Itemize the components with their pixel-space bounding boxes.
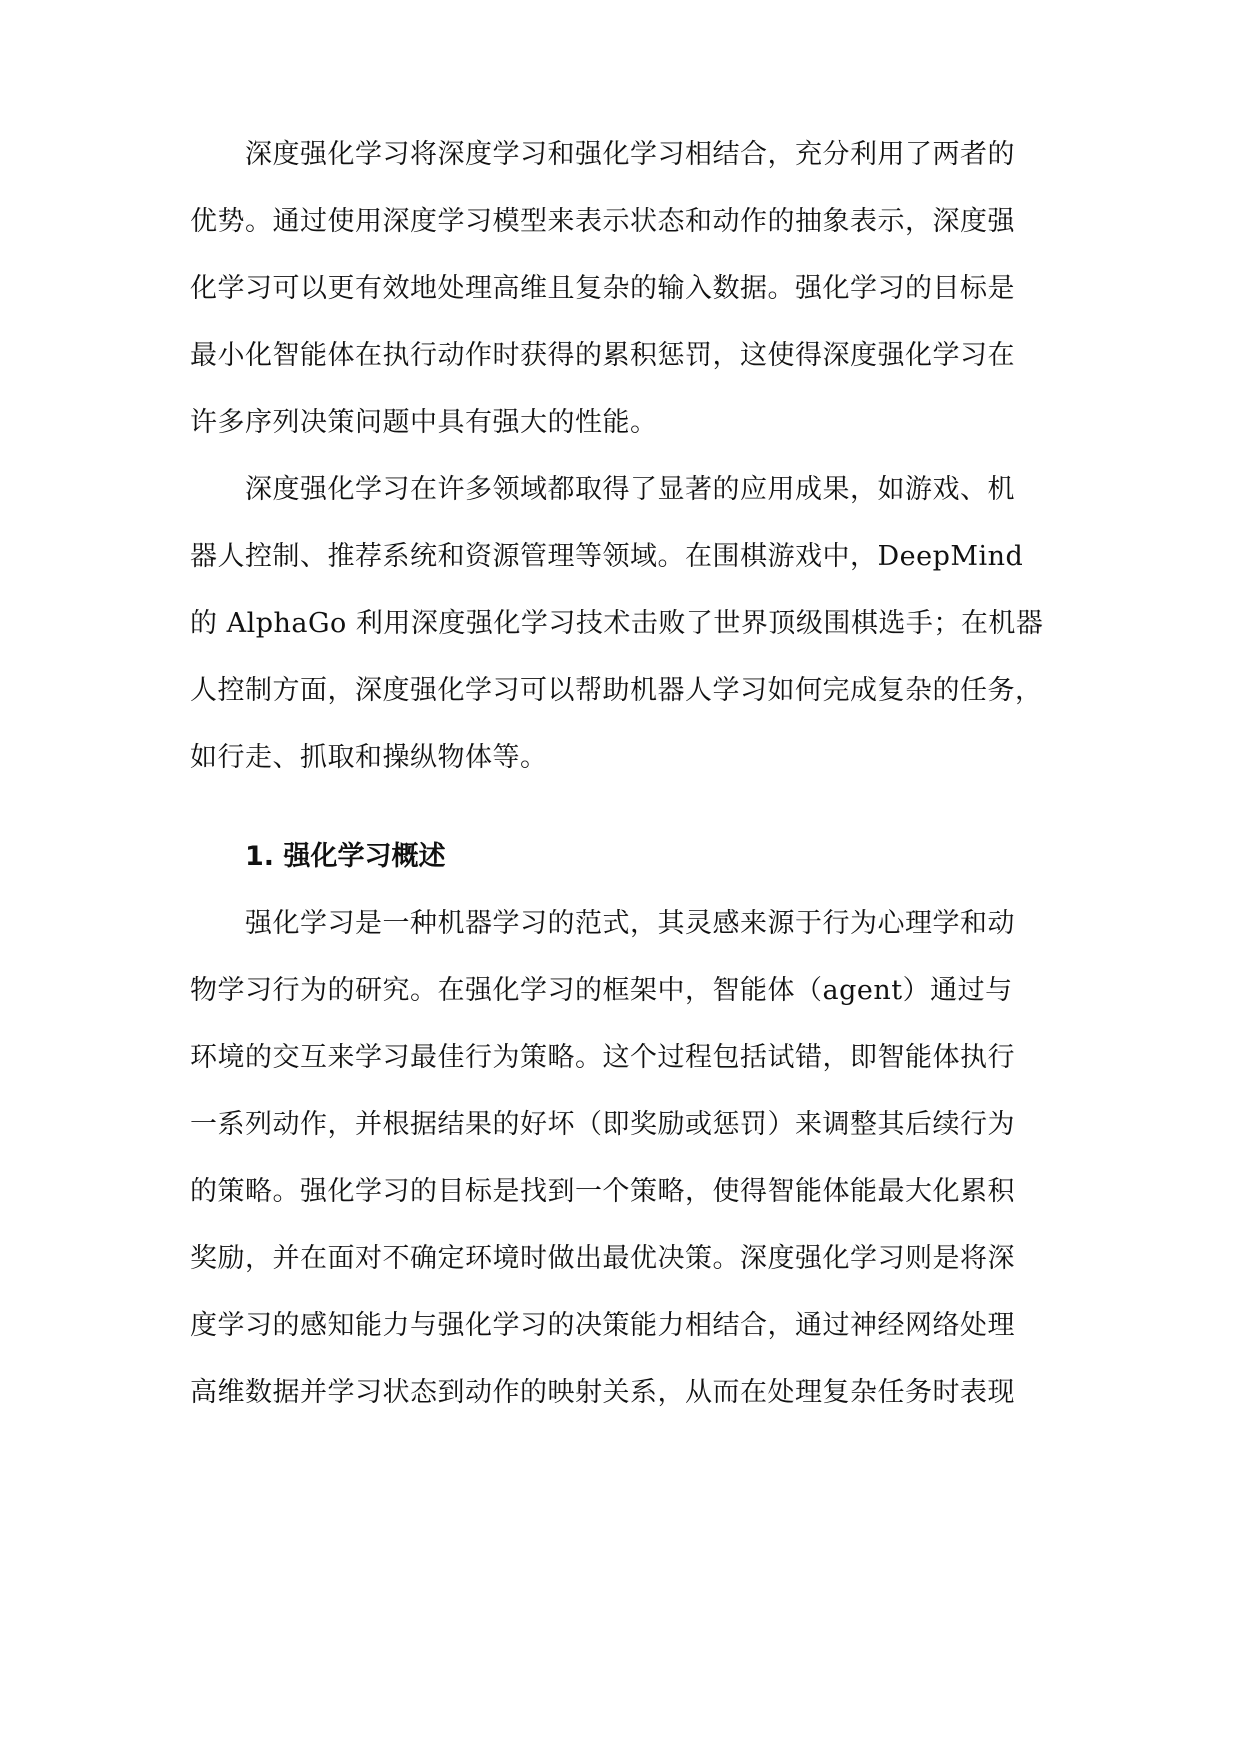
paragraph-line: 优势。通过使用深度学习模型来表示状态和动作的抽象表示，深度强 bbox=[190, 206, 1015, 237]
paragraph-line: 高维数据并学习状态到动作的映射关系，从而在处理复杂任务时表现 bbox=[190, 1377, 1015, 1408]
paragraph-line: 深度强化学习将深度学习和强化学习相结合，充分利用了两者的 bbox=[245, 139, 1015, 170]
paragraph-line: 化学习可以更有效地处理高维且复杂的输入数据。强化学习的目标是 bbox=[190, 273, 1015, 304]
paragraph-line: 的策略。强化学习的目标是找到一个策略，使得智能体能最大化累积 bbox=[190, 1176, 1015, 1207]
section-heading: 1. 强化学习概述 bbox=[245, 841, 446, 872]
paragraph-line: 人控制方面，深度强化学习可以帮助机器人学习如何完成复杂的任务， bbox=[190, 675, 1043, 706]
paragraph-line: 奖励，并在面对不确定环境时做出最优决策。深度强化学习则是将深 bbox=[190, 1243, 1015, 1274]
paragraph-line: 如行走、抓取和操纵物体等。 bbox=[190, 742, 548, 773]
paragraph-line: 器人控制、推荐系统和资源管理等领域。在围棋游戏中，DeepMind bbox=[190, 541, 1024, 572]
paragraph-line: 深度强化学习在许多领域都取得了显著的应用成果，如游戏、机 bbox=[245, 474, 1015, 505]
paragraph-line: 一系列动作，并根据结果的好坏（即奖励或惩罚）来调整其后续行为 bbox=[190, 1109, 1015, 1140]
paragraph-line: 度学习的感知能力与强化学习的决策能力相结合，通过神经网络处理 bbox=[190, 1310, 1015, 1341]
paragraph-line: 环境的交互来学习最佳行为策略。这个过程包括试错，即智能体执行 bbox=[190, 1042, 1015, 1073]
paragraph-line: 物学习行为的研究。在强化学习的框架中，智能体（agent）通过与 bbox=[190, 975, 1013, 1006]
paragraph-line: 最小化智能体在执行动作时获得的累积惩罚，这使得深度强化学习在 bbox=[190, 340, 1015, 371]
paragraph-line: 许多序列决策问题中具有强大的性能。 bbox=[190, 407, 658, 438]
paragraph-line: 的 AlphaGo 利用深度强化学习技术击败了世界顶级围棋选手；在机器 bbox=[190, 608, 1044, 639]
paragraph-line: 强化学习是一种机器学习的范式，其灵感来源于行为心理学和动 bbox=[245, 908, 1015, 939]
